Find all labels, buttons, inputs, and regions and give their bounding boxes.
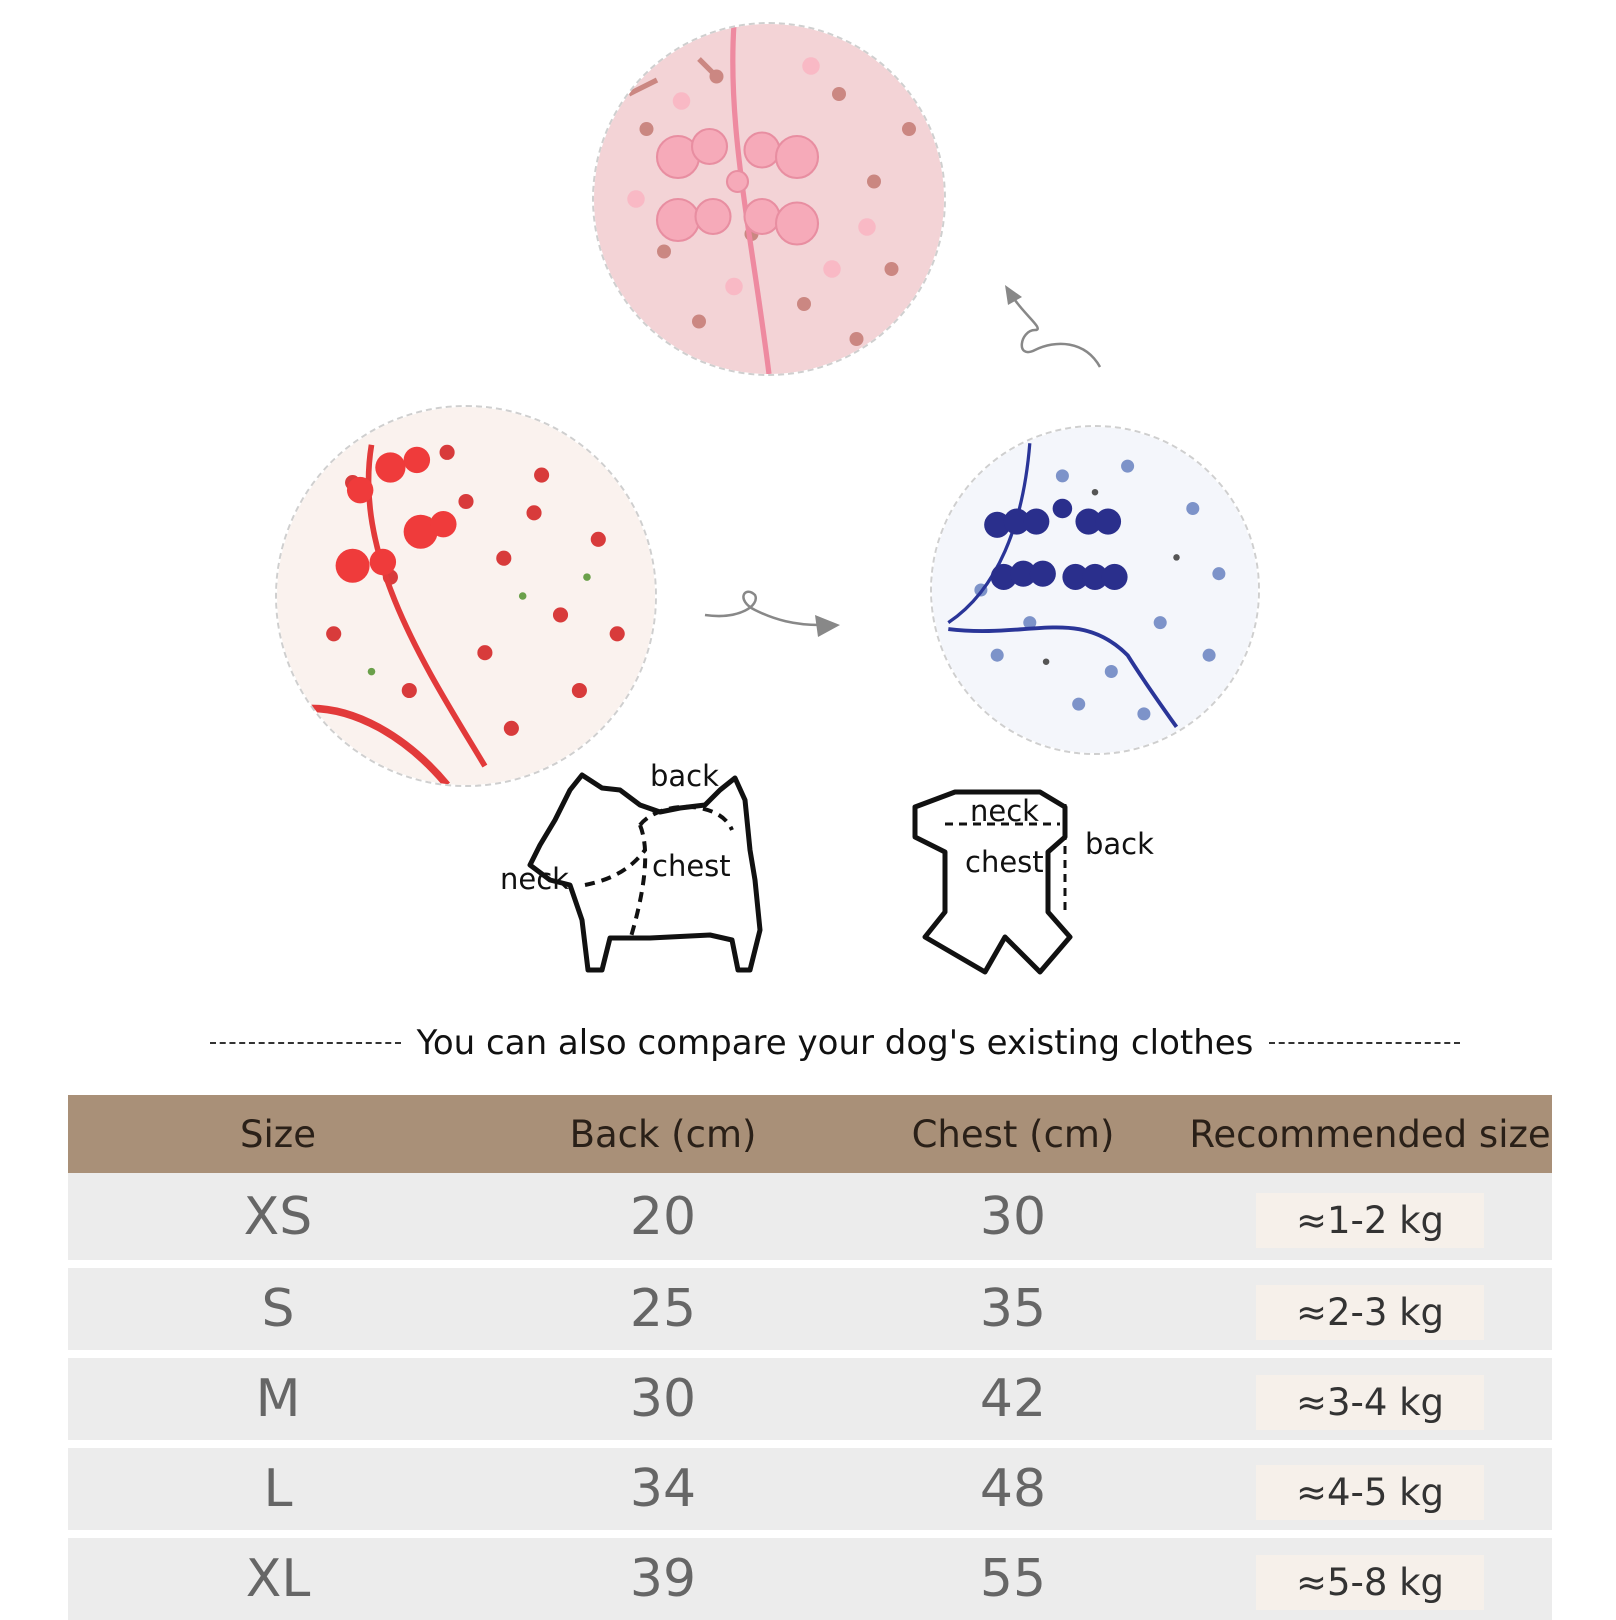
header-size: Size — [240, 1112, 316, 1156]
cell-recommended: ≈1-2 kg — [1256, 1193, 1484, 1248]
table-header — [68, 1095, 1552, 1173]
cell-size: S — [261, 1279, 295, 1339]
cell-chest: 35 — [979, 1279, 1047, 1339]
cell-size: XS — [243, 1186, 313, 1247]
cell-chest: 55 — [979, 1549, 1047, 1609]
cell-chest: 30 — [979, 1186, 1047, 1247]
blue-coat-image — [930, 425, 1260, 755]
coat-back-label: back — [1085, 827, 1154, 861]
dog-neck-label: neck — [500, 862, 569, 896]
cell-recommended: ≈3-4 kg — [1256, 1375, 1484, 1430]
blue-floral-icon — [932, 427, 1258, 753]
dog-measurement-diagram — [500, 759, 800, 985]
table-row — [68, 1530, 1552, 1620]
pink-floral-icon — [594, 24, 944, 374]
coat-chest-label: chest — [965, 845, 1044, 879]
compare-note — [210, 1018, 1460, 1068]
cell-back: 20 — [629, 1186, 697, 1247]
coat-neck-label: neck — [970, 794, 1039, 828]
red-floral-icon — [277, 407, 655, 785]
header-chest: Chest (cm) — [911, 1112, 1115, 1156]
cell-recommended: ≈2-3 kg — [1256, 1285, 1484, 1340]
size-table — [68, 1095, 1552, 1620]
cell-recommended: ≈5-8 kg — [1256, 1555, 1484, 1610]
cell-back: 25 — [629, 1279, 697, 1339]
table-row — [68, 1440, 1552, 1530]
dog-back-label: back — [650, 759, 719, 793]
red-coat-image — [275, 405, 657, 787]
cell-size: L — [263, 1459, 293, 1519]
cell-chest: 48 — [979, 1459, 1047, 1519]
curved-arrow-right-icon — [700, 585, 850, 655]
coat-measurement-diagram — [910, 782, 1160, 982]
dashed-divider-right — [1269, 1042, 1460, 1044]
compare-text: You can also compare your dog's existing clothes — [416, 1023, 1254, 1063]
cell-size: XL — [245, 1549, 311, 1609]
table-row — [68, 1350, 1552, 1440]
pink-coat-image — [592, 22, 946, 376]
dashed-divider-left — [210, 1042, 401, 1044]
cell-size: M — [255, 1369, 301, 1429]
cell-chest: 42 — [979, 1369, 1047, 1429]
header-back: Back (cm) — [569, 1112, 757, 1156]
cell-back: 39 — [629, 1549, 697, 1609]
cell-recommended: ≈4-5 kg — [1256, 1465, 1484, 1520]
curved-arrow-up-icon — [995, 285, 1105, 385]
cell-back: 30 — [629, 1369, 697, 1429]
table-row — [68, 1173, 1552, 1260]
table-row — [68, 1260, 1552, 1350]
dog-chest-label: chest — [652, 849, 731, 883]
header-recommended: Recommended size — [1189, 1112, 1551, 1156]
cell-back: 34 — [629, 1459, 697, 1519]
